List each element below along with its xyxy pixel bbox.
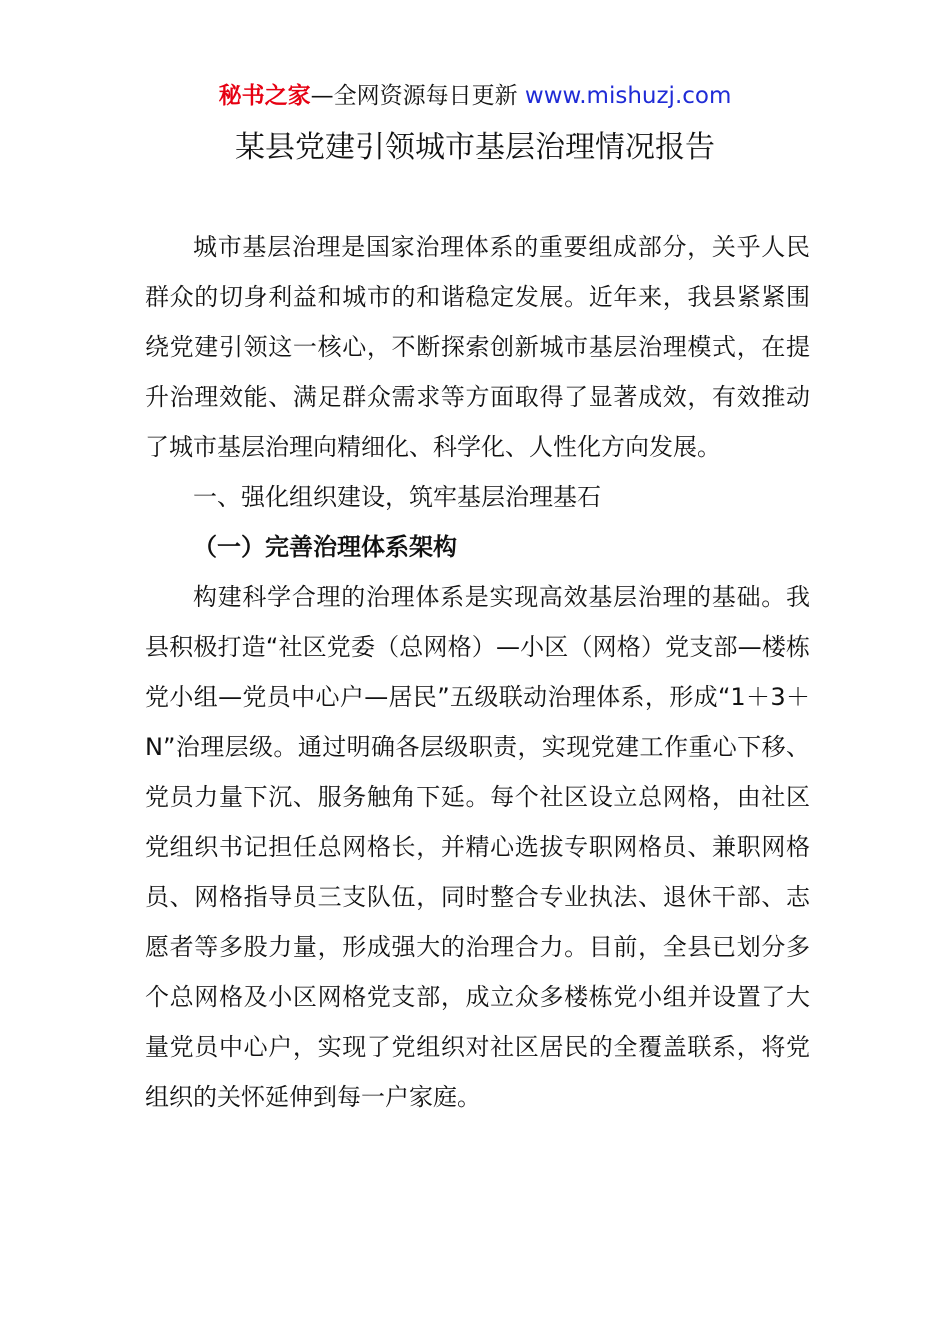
intro-paragraph: 城市基层治理是国家治理体系的重要组成部分，关乎人民群众的切身利益和城市的和谐稳定发展。近年来，我县紧紧围绕党建引领这一核心，不断探索创新城市基层治理模式，在提升治理效能、满足群众需求等方面取得了显著成效，有效推动了城市基层治理向精细化、科学化、人性化方向发展。: [145, 233, 810, 461]
document-body: [145, 222, 810, 1122]
document-title: 某县党建引领城市基层治理情况报告: [235, 130, 715, 165]
subsection-paragraph: 构建科学合理的治理体系是实现高效基层治理的基础。我县积极打造“社区党委（总网格）—小区（网格）党支部—楼栋党小组—党员中心户—居民”五级联动治理体系，形成“1＋3＋N”治理层级。通过明确各层级职责，实现党建工作重心下移、党员力量下沉、服务触角下延。每个社区设立总网格，由社区党组织书记担任总网格长，并精心选拔专职网格员、兼职网格员、网格指导员三支队伍，同时整合专业执法、退休干部、志愿者等多股力量，形成强大的治理合力。目前，全县已划分多个总网格及小区网格党支部，成立众多楼栋党小组并设置了大量党员中心户，实现了党组织对社区居民的全覆盖联系，将党组织的关怀延伸到每一户家庭。: [145, 583, 810, 1111]
site-brand[interactable]: 秘书之家: [218, 83, 311, 109]
site-slogan: —全网资源每日更新: [310, 83, 518, 109]
subsection-heading: （一）完善治理体系架构: [193, 533, 457, 561]
site-header: [0, 80, 950, 112]
site-url-link[interactable]: www.mishuzj.com: [524, 83, 732, 109]
section-heading: 一、强化组织建设，筑牢基层治理基石: [193, 483, 601, 511]
